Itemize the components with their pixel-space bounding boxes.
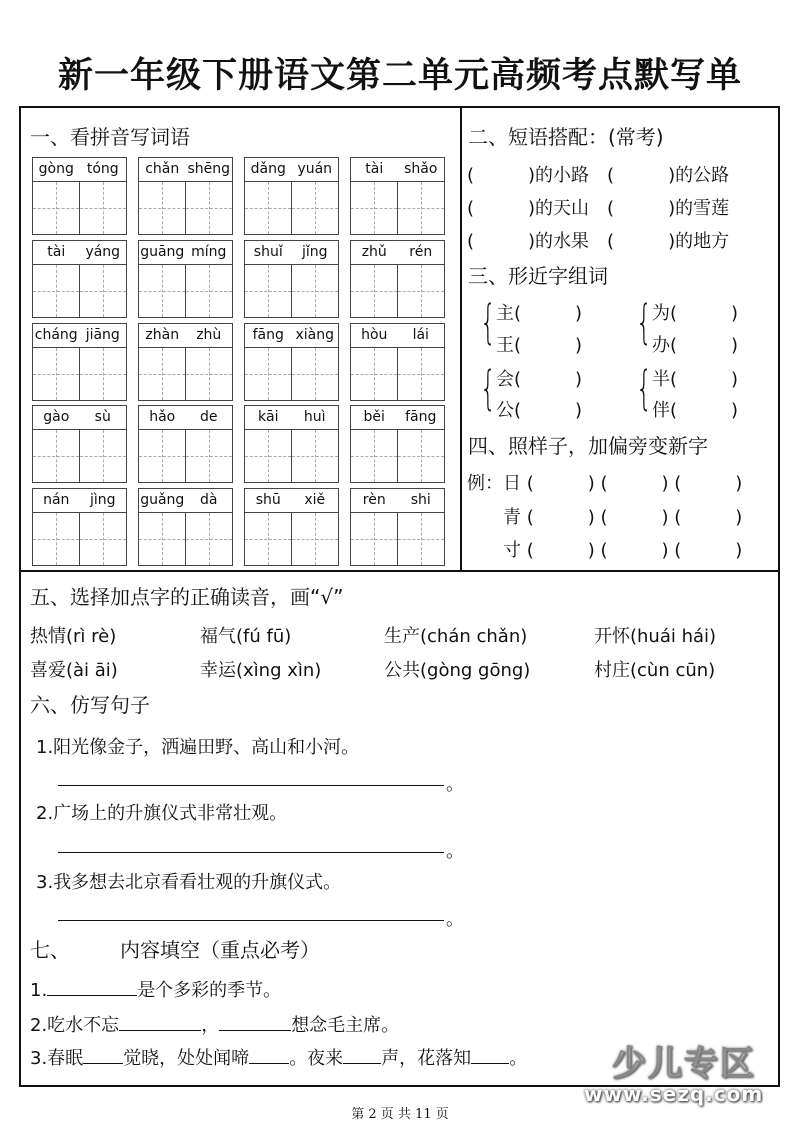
reading-item: 开怀(huái hái) <box>594 626 717 647</box>
section2-heading: 二、短语搭配：(常考) <box>468 125 664 149</box>
pinyin-word-box <box>244 488 339 566</box>
writing-cell[interactable] <box>397 429 445 483</box>
watermark-brand: 少儿专区 <box>612 1044 756 1084</box>
page-title: 新一年级下册语文第二单元高频考点默写单 <box>57 56 742 96</box>
reading-item: 村庄(cùn cūn) <box>594 660 716 681</box>
pinyin-syllable: sù <box>94 409 111 425</box>
pinyin-word-box <box>138 240 233 318</box>
pinyin-word-box <box>350 157 445 235</box>
writing-cells <box>350 181 445 235</box>
char-item: 主( ) <box>496 303 583 324</box>
pinyin-syllable: rèn <box>362 492 386 508</box>
pinyin-row <box>350 157 445 182</box>
writing-cell[interactable] <box>32 512 79 566</box>
pinyin-syllable: yáng <box>85 244 121 260</box>
writing-cell[interactable] <box>185 512 233 566</box>
writing-cell[interactable] <box>397 181 445 235</box>
blank[interactable] <box>219 1011 291 1031</box>
phrase-line: ( )的小路 ( )的公路 <box>467 165 730 186</box>
char-item: 会( ) <box>496 369 583 390</box>
fill-text: 。夜来 <box>289 1048 344 1069</box>
pinyin-syllable: de <box>200 409 218 425</box>
section1-heading: 一、看拼音写词语 <box>30 125 190 149</box>
fill-text: 3.春眠 <box>30 1048 84 1069</box>
fill-text: 觉晓，处处闻啼 <box>123 1048 250 1069</box>
writing-cells <box>244 181 339 235</box>
writing-cells <box>138 181 233 235</box>
reading-item: 喜爱(ài āi) <box>30 660 118 681</box>
pinyin-syllable: tài <box>47 244 66 260</box>
fill-text: 想念毛主席。 <box>291 1015 400 1036</box>
period: 。 <box>446 909 464 930</box>
pinyin-syllable: cháng <box>34 327 78 343</box>
section7-heading: 七、 内容填空（重点必考） <box>30 938 320 962</box>
pinyin-row <box>350 488 445 513</box>
answer-line[interactable] <box>58 785 444 786</box>
pinyin-word-box <box>244 240 339 318</box>
writing-cells <box>244 347 339 401</box>
writing-cell[interactable] <box>32 181 79 235</box>
pinyin-syllable: zhù <box>196 327 222 343</box>
period: 。 <box>446 841 464 862</box>
pinyin-row <box>244 488 339 513</box>
pinyin-syllable: rén <box>409 244 433 260</box>
writing-cells <box>32 347 127 401</box>
pinyin-syllable: guǎng <box>140 492 185 508</box>
pinyin-syllable: jiāng <box>85 327 120 343</box>
writing-cell[interactable] <box>244 347 291 401</box>
writing-cell[interactable] <box>244 429 291 483</box>
fill-text: 声，花落知 <box>381 1048 472 1069</box>
pinyin-row <box>32 405 127 430</box>
pinyin-syllable: fāng <box>405 409 437 425</box>
pinyin-syllable: gào <box>43 409 70 425</box>
writing-cell[interactable] <box>244 181 291 235</box>
pinyin-row <box>350 240 445 265</box>
pinyin-syllable: hòu <box>361 327 388 343</box>
pinyin-row <box>350 323 445 348</box>
writing-cell[interactable] <box>32 429 79 483</box>
brace-icon: { <box>480 361 497 415</box>
writing-cell[interactable] <box>350 512 397 566</box>
writing-cell[interactable] <box>185 264 233 318</box>
writing-cell[interactable] <box>397 512 445 566</box>
writing-cell[interactable] <box>185 181 233 235</box>
blank[interactable] <box>47 976 137 996</box>
section4-heading: 四、照样子，加偏旁变新字 <box>468 434 708 458</box>
fill-text: 。 <box>509 1048 528 1069</box>
pinyin-row <box>32 488 127 513</box>
writing-cell[interactable] <box>291 181 339 235</box>
section5-heading: 五、选择加点字的正确读音，画“√” <box>30 585 344 609</box>
reading-item: 生产(chán chǎn) <box>384 626 528 647</box>
radical-line: 寸 ( ) ( ) ( ) <box>467 540 743 561</box>
pinyin-syllable: xiàng <box>295 327 334 343</box>
pinyin-row <box>244 240 339 265</box>
blank[interactable] <box>119 1011 201 1031</box>
writing-cell[interactable] <box>79 264 127 318</box>
writing-cell[interactable] <box>350 347 397 401</box>
writing-cell[interactable] <box>79 429 127 483</box>
pinyin-word-box <box>350 405 445 483</box>
pinyin-row <box>138 405 233 430</box>
pinyin-syllable: nán <box>43 492 70 508</box>
reading-item: 福气(fú fū) <box>200 626 292 647</box>
pinyin-syllable: gòng <box>38 161 74 177</box>
writing-cell[interactable] <box>138 347 185 401</box>
sentence-item: 3.我多想去北京看看壮观的升旗仪式。 <box>36 872 342 893</box>
pinyin-syllable: shū <box>255 492 281 508</box>
watermark-url: www.sezq.com <box>584 1082 764 1106</box>
writing-cell[interactable] <box>32 264 79 318</box>
pinyin-syllable: tài <box>365 161 384 177</box>
fill-text: 是个多彩的季节。 <box>137 980 282 1001</box>
pinyin-word-box <box>244 405 339 483</box>
period: 。 <box>446 774 464 795</box>
phrase-line: ( )的水果 ( )的地方 <box>467 231 730 252</box>
writing-cells <box>32 512 127 566</box>
fill-text: 1. <box>30 980 48 1001</box>
writing-cell[interactable] <box>350 264 397 318</box>
writing-cell[interactable] <box>291 512 339 566</box>
pinyin-word-box <box>350 323 445 401</box>
section3-heading: 三、形近字组词 <box>468 264 608 288</box>
char-item: 半( ) <box>652 369 739 390</box>
pinyin-syllable: shǎo <box>404 161 438 177</box>
writing-cells <box>32 264 127 318</box>
pinyin-syllable: guāng <box>140 244 185 260</box>
writing-cell[interactable] <box>32 347 79 401</box>
writing-cell[interactable] <box>185 429 233 483</box>
pinyin-syllable: zhǔ <box>361 244 387 260</box>
pinyin-word-box <box>32 323 127 401</box>
pinyin-row <box>138 157 233 182</box>
pinyin-syllable: lái <box>412 327 429 343</box>
pinyin-syllable: dà <box>200 492 218 508</box>
writing-cells <box>138 347 233 401</box>
blank[interactable] <box>249 1044 289 1064</box>
brace-icon: { <box>636 361 653 415</box>
writing-cells <box>32 429 127 483</box>
writing-cell[interactable] <box>350 429 397 483</box>
writing-cells <box>138 264 233 318</box>
fill-line-1 <box>30 976 281 1002</box>
writing-cells <box>138 429 233 483</box>
brace-icon: { <box>636 295 653 349</box>
sentence-item: 1.阳光像金子，洒遍田野、高山和小河。 <box>36 737 360 758</box>
pinyin-row <box>138 240 233 265</box>
writing-cell[interactable] <box>138 181 185 235</box>
pinyin-word-box <box>244 323 339 401</box>
pinyin-word-box <box>138 405 233 483</box>
pinyin-word-box <box>138 323 233 401</box>
answer-line[interactable] <box>58 852 444 853</box>
pinyin-syllable: xiě <box>304 492 326 508</box>
writing-cells <box>32 181 127 235</box>
writing-cell[interactable] <box>291 347 339 401</box>
column-divider <box>460 106 462 572</box>
writing-cell[interactable] <box>397 347 445 401</box>
pinyin-syllable: hǎo <box>149 409 176 425</box>
pinyin-word-box <box>32 240 127 318</box>
pinyin-word-box <box>138 488 233 566</box>
blank[interactable] <box>471 1044 509 1064</box>
phrase-line: ( )的天山 ( )的雪莲 <box>467 198 730 219</box>
writing-cells <box>244 512 339 566</box>
pinyin-word-box <box>244 157 339 235</box>
writing-cell[interactable] <box>79 512 127 566</box>
pinyin-row <box>32 157 127 182</box>
char-item: 办( ) <box>652 335 739 356</box>
pinyin-word-box <box>350 240 445 318</box>
section6-heading: 六、仿写句子 <box>30 693 150 717</box>
writing-cell[interactable] <box>138 264 185 318</box>
pinyin-syllable: shi <box>410 492 431 508</box>
writing-cells <box>350 347 445 401</box>
fill-line-3 <box>30 1044 527 1070</box>
fill-text: 2.吃水不忘 <box>30 1015 120 1036</box>
char-item: 公( ) <box>496 400 583 421</box>
brace-icon: { <box>480 295 497 349</box>
radical-line: 青 ( ) ( ) ( ) <box>467 507 743 528</box>
writing-cell[interactable] <box>138 429 185 483</box>
pinyin-syllable: dǎng <box>250 161 286 177</box>
writing-cell[interactable] <box>244 264 291 318</box>
radical-line: 例：日 ( ) ( ) ( ) <box>467 473 743 494</box>
pinyin-row <box>32 323 127 348</box>
pinyin-row <box>350 405 445 430</box>
pinyin-word-box <box>138 157 233 235</box>
pinyin-word-box <box>32 488 127 566</box>
writing-cells <box>244 429 339 483</box>
writing-cell[interactable] <box>185 347 233 401</box>
pinyin-row <box>138 488 233 513</box>
page-footer: 第 2 页 共 11 页 <box>351 1107 449 1122</box>
pinyin-syllable: chǎn <box>145 161 180 177</box>
reading-item: 热情(rì rè) <box>30 626 117 647</box>
pinyin-row <box>244 157 339 182</box>
writing-cells <box>138 512 233 566</box>
writing-cells <box>350 429 445 483</box>
sentence-item: 2.广场上的升旗仪式非常壮观。 <box>36 803 288 824</box>
pinyin-syllable: shēng <box>187 161 231 177</box>
pinyin-syllable: tóng <box>86 161 119 177</box>
pinyin-syllable: kāi <box>257 409 279 425</box>
pinyin-word-box <box>350 488 445 566</box>
pinyin-row <box>32 240 127 265</box>
fill-text: ， <box>201 1015 220 1036</box>
writing-cells <box>244 264 339 318</box>
answer-line[interactable] <box>58 920 444 921</box>
pinyin-syllable: zhàn <box>145 327 180 343</box>
char-item: 伴( ) <box>652 400 739 421</box>
pinyin-word-box <box>32 405 127 483</box>
pinyin-row <box>138 323 233 348</box>
writing-cell[interactable] <box>291 429 339 483</box>
writing-cell[interactable] <box>79 181 127 235</box>
pinyin-row <box>244 405 339 430</box>
pinyin-syllable: yuán <box>297 161 333 177</box>
pinyin-syllable: jìng <box>89 492 116 508</box>
pinyin-syllable: míng <box>191 244 227 260</box>
char-item: 王( ) <box>496 335 583 356</box>
writing-cell[interactable] <box>79 347 127 401</box>
writing-cell[interactable] <box>397 264 445 318</box>
writing-cell[interactable] <box>291 264 339 318</box>
pinyin-syllable: jǐng <box>301 244 328 260</box>
blank[interactable] <box>343 1044 381 1064</box>
pinyin-row <box>244 323 339 348</box>
writing-cell[interactable] <box>244 512 291 566</box>
writing-cells <box>350 264 445 318</box>
writing-cells <box>350 512 445 566</box>
reading-item: 公共(gòng gōng) <box>384 660 531 681</box>
section-divider <box>19 570 780 572</box>
fill-line-2 <box>30 1011 399 1037</box>
writing-cell[interactable] <box>138 512 185 566</box>
blank[interactable] <box>83 1044 123 1064</box>
pinyin-syllable: huì <box>303 409 326 425</box>
writing-cell[interactable] <box>350 181 397 235</box>
pinyin-syllable: běi <box>363 409 385 425</box>
pinyin-word-box <box>32 157 127 235</box>
char-item: 为( ) <box>652 303 739 324</box>
pinyin-syllable: shuǐ <box>253 244 283 260</box>
reading-item: 幸运(xìng xìn) <box>200 660 322 681</box>
pinyin-syllable: fāng <box>252 327 284 343</box>
